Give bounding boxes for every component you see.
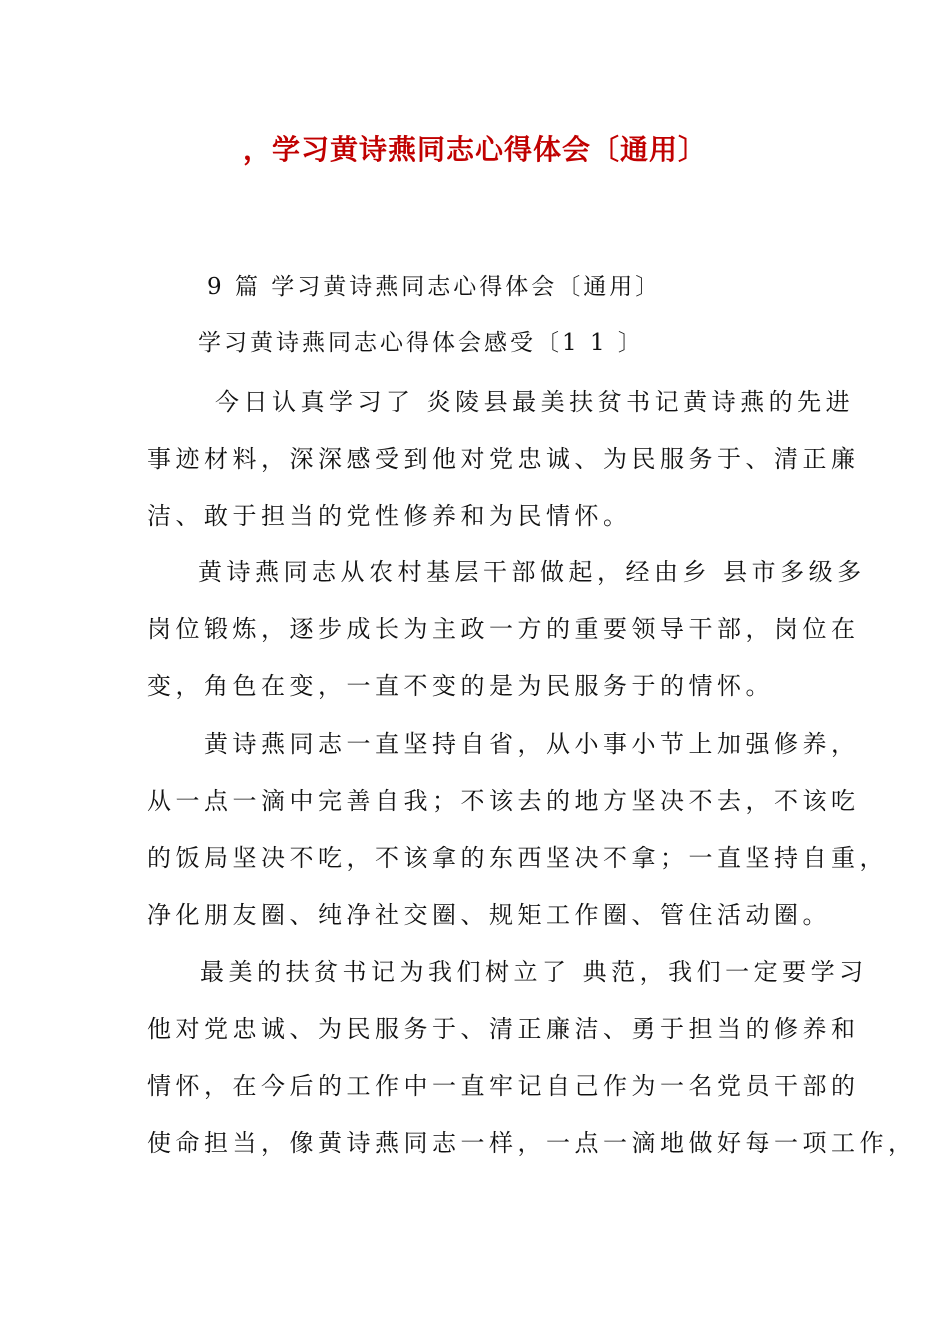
- paragraph-line: 的饭局坚决不吃，不该拿的东西坚决不拿；一直坚持自重，: [147, 844, 888, 872]
- paragraph-line: 情怀，在今后的工作中一直牢记自己作为一名党员干部的: [147, 1072, 860, 1100]
- paragraph-line: 黄诗燕同志一直坚持自省，从小事小节上加强修养，: [204, 730, 860, 758]
- paragraph-line: 事迹材料，深深感受到他对党忠诚、为民服务于、清正廉: [147, 445, 860, 473]
- paragraph-line: 今日认真学习了 炎陵县最美扶贫书记黄诗燕的先进: [215, 388, 855, 416]
- paragraph-line: 洁、敢于担当的党性修养和为民情怀。: [147, 502, 632, 530]
- paragraph-line: 从一点一滴中完善自我；不该去的地方坚决不去，不该吃: [147, 787, 860, 815]
- subtitle-line: 9 篇 学习黄诗燕同志心得体会〔通用〕: [207, 274, 662, 300]
- paragraph-line: 他对党忠诚、为民服务于、清正廉洁、勇于担当的修养和: [147, 1015, 860, 1043]
- paragraph-line: 岗位锻炼，逐步成长为主政一方的重要领导干部，岗位在: [147, 615, 860, 643]
- paragraph-line: 使命担当，像黄诗燕同志一样，一点一滴地做好每一项工作，: [147, 1129, 917, 1157]
- paragraph-line: 最美的扶贫书记为我们树立了 典范，我们一定要学习: [200, 958, 868, 986]
- paragraph-line: 变，角色在变，一直不变的是为民服务于的情怀。: [147, 672, 774, 700]
- subtitle-line: 学习黄诗燕同志心得体会感受〔1 1 〕: [198, 330, 644, 356]
- paragraph-line: 黄诗燕同志从农村基层干部做起，经由乡 县市多级多: [198, 558, 866, 586]
- paragraph-line: 净化朋友圈、纯净社交圈、规矩工作圈、管住活动圈。: [147, 901, 831, 929]
- document-title: ，学习黄诗燕同志心得体会〔通用〕: [242, 133, 707, 166]
